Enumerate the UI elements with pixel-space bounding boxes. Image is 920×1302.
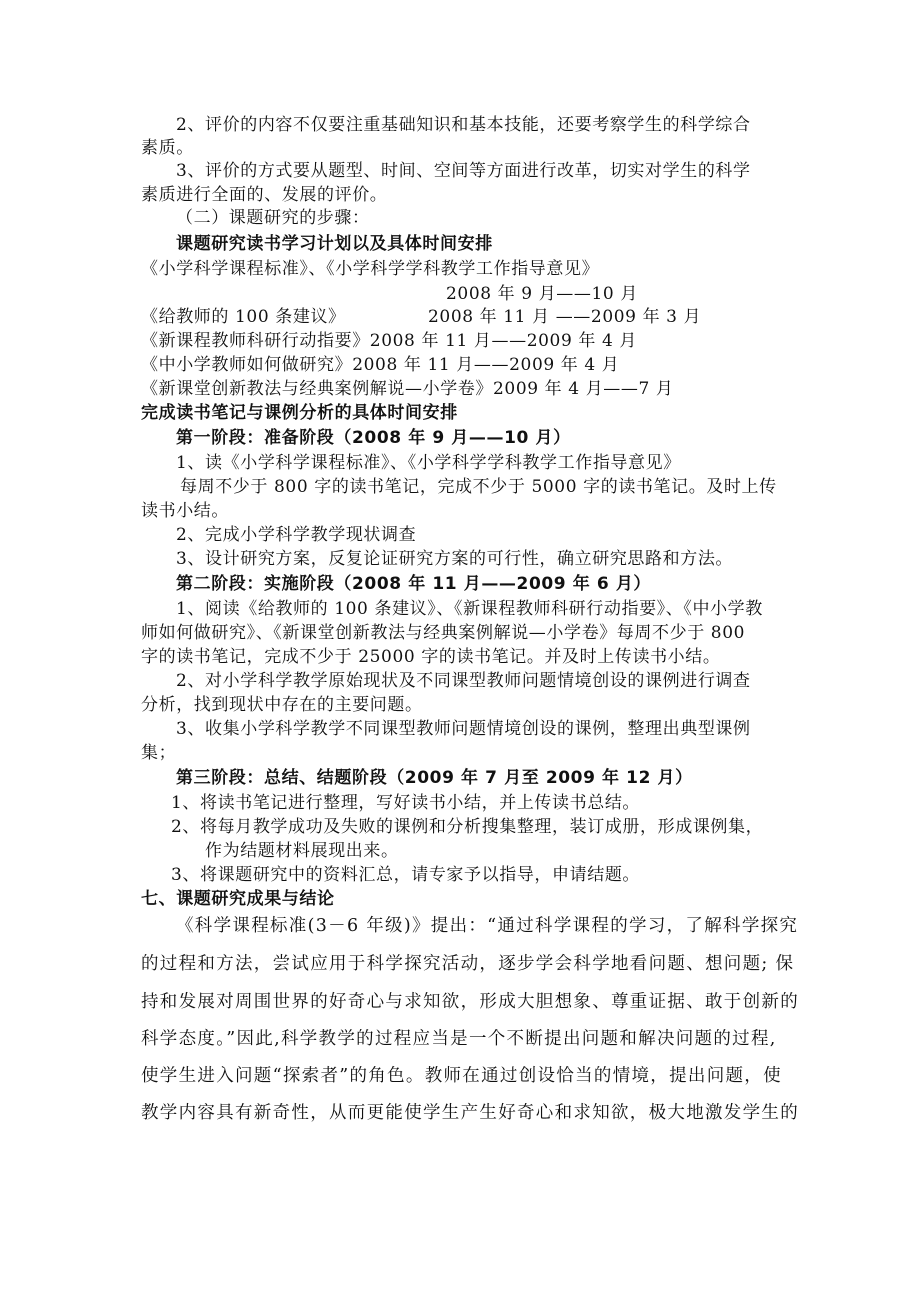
section-7-line-4: 科学态度。”因此,科学教学的过程应当是一个不断提出问题和解决问题的过程, [141,1029,777,1049]
eval-item-3-line2: 素质进行全面的、发展的评价。 [141,185,388,205]
phase-1-item-3: 3、设计研究方案，反复论证研究方案的可行性，确立研究思路和方法。 [176,549,734,569]
steps-heading: （二）课题研究的步骤： [176,208,370,228]
phase-1-item-1-detail: 每周不少于 800 字的读书笔记，完成不少于 5000 字的读书笔记。及时上传 [180,477,777,497]
book-1-time: 2008 年 9 月——10 月 [446,284,638,304]
phase-3-item-1: 1、将读书笔记进行整理，写好读书小结，并上传读书总结。 [171,793,641,813]
phase-3-item-3: 3、将课题研究中的资料汇总，请专家予以指导，申请结题。 [171,865,641,885]
book-2-title: 《给教师的 100 条建议》 [141,307,346,327]
phase-1-item-1-detail-cont: 读书小结。 [141,501,229,521]
section-7-line-2: 的过程和方法，尝试应用于科学探究活动，逐步学会科学地看问题、想问题; 保 [141,954,795,974]
phase-1-item-2: 2、完成小学科学教学现状调查 [176,525,417,545]
book-1-title: 《小学科学课程标准》、《小学科学学科教学工作指导意见》 [141,259,600,279]
phase-1-heading: 第一阶段：准备阶段（2008 年 9 月——10 月） [176,428,571,448]
eval-item-2-line1: 2、评价的内容不仅要注重基础知识和基本技能，还要考察学生的科学综合 [176,115,751,135]
phase-2-item-3-line2: 集； [141,743,177,763]
section-7-line-3: 持和发展对周围世界的好奇心与求知欲，形成大胆想象、尊重证据、敢于创新的 [141,992,799,1012]
phase-2-item-2-line1: 2、对小学科学教学原始现状及不同课型教师问题情境创设的课例进行调查 [176,671,751,691]
phase-2-item-1-line3: 字的读书笔记，完成不少于 25000 字的读书笔记。并及时上传读书小结。 [141,647,721,667]
book-5: 《新课堂创新教法与经典案例解说—小学卷》2009 年 4 月——7 月 [141,379,674,399]
phase-3-item-2-line1: 2、将每月教学成功及失败的课例和分析搜集整理，装订成册，形成课例集， [171,817,764,837]
phase-2-heading: 第二阶段：实施阶段（2008 年 11 月——2009 年 6 月） [176,574,652,594]
phase-2-item-2-line2: 分析，找到现状中存在的主要问题。 [141,695,423,715]
phase-3-heading: 第三阶段：总结、结题阶段（2009 年 7 月至 2009 年 12 月） [176,768,693,788]
book-4: 《中小学教师如何做研究》2008 年 11 月——2009 年 4 月 [141,355,620,375]
phase-2-item-1-line1: 1、阅读《给教师的 100 条建议》、《新课程教师科研行动指要》、《中小学教 [176,599,763,619]
phase-2-item-1-line2: 师如何做研究》、《新课堂创新教法与经典案例解说—小学卷》每周不少于 800 [141,623,746,643]
section-7-line-1: 《科学课程标准(3－6 年级)》提出：“通过科学课程的学习，了解科学探究 [176,916,799,936]
reading-plan-heading: 课题研究读书学习计划以及具体时间安排 [176,234,493,254]
book-2-time: 2008 年 11 月 ——2009 年 3 月 [428,307,702,327]
eval-item-2-line2: 素质。 [141,138,194,158]
phase-1-item-1: 1、读《小学科学课程标准》、《小学科学学科教学工作指导意见》 [176,453,681,473]
eval-item-3-line1: 3、评价的方式要从题型、时间、空间等方面进行改革，切实对学生的科学 [176,161,751,181]
section-7-line-5: 使学生进入问题“探索者”的角色。教师在通过创设恰当的情境，提出问题，使 [141,1066,782,1086]
notes-plan-heading: 完成读书笔记与课例分析的具体时间安排 [141,403,458,423]
section-7-line-6: 教学内容具有新奇性，从而更能使学生产生好奇心和求知欲，极大地激发学生的 [141,1103,799,1123]
phase-3-item-2-line2: 作为结题材料展现出来。 [205,841,399,861]
phase-2-item-3-line1: 3、收集小学科学教学不同课型教师问题情境创设的课例，整理出典型课例 [176,719,751,739]
section-7-heading: 七、课题研究成果与结论 [141,889,335,909]
book-3: 《新课程教师科研行动指要》2008 年 11 月——2009 年 4 月 [141,331,637,351]
